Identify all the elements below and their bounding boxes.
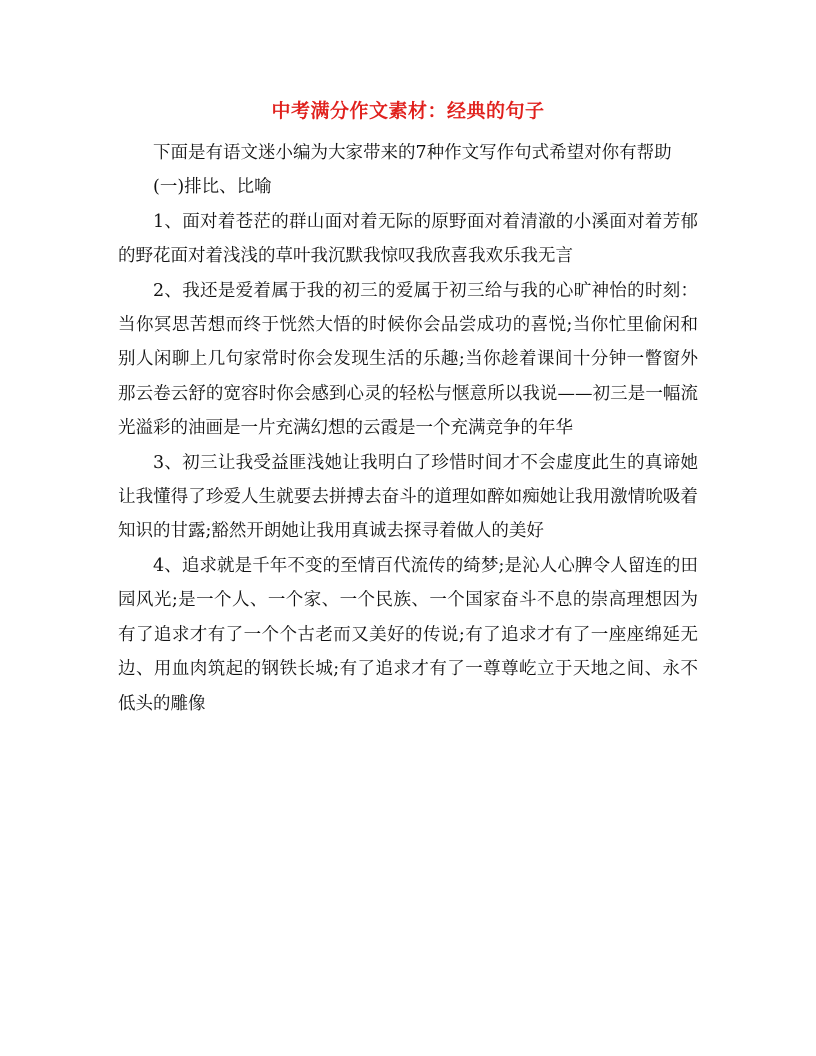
intro-paragraph: 下面是有语文迷小编为大家带来的7种作文写作句式希望对你有帮助 xyxy=(153,143,672,163)
section-heading: (一)排比、比喻 xyxy=(153,177,272,198)
page-title: 中考满分作文素材：经典的句子 xyxy=(271,100,545,122)
example-paragraph-1: 1、面对着苍茫的群山面对着无际的原野面对着清澈的小溪面对着芳郁的野花面对着浅浅的草叶我沉默我惊叹我欣喜我欢乐我无言 xyxy=(118,211,698,267)
example-paragraph-2: 2、我还是爱着属于我的初三的爱属于初三给与我的心旷神怡的时刻：当你冥思苦想而终于恍然大悟的时候你会品尝成功的喜悦;当你忙里偷闲和别人闲聊上几句家常时你会发现生活的乐趣;当你趁着课间十分钟一瞥窗外那云卷云舒的宽容时你会感到心灵的轻松与惬意所以我说——初三是一幅流光溢彩的油画是一片充满幻想的云霞是一个充满竞争的年华 xyxy=(118,280,698,439)
example-paragraph-4: 4、追求就是千年不变的至情百代流传的绮梦;是沁人心脾令人留连的田园风光;是一个人、一个家、一个民族、一个国家奋斗不息的崇高理想因为有了追求才有了一个个古老而又美好的传说;有了追求才有了一座座绵延无边、用血肉筑起的钢铁长城;有了追求才有了一尊尊屹立于天地之间、永不低头的雕像 xyxy=(118,555,698,714)
document-body xyxy=(118,136,698,721)
example-paragraph-3: 3、初三让我受益匪浅她让我明白了珍惜时间才不会虚度此生的真谛她让我懂得了珍爱人生就要去拼搏去奋斗的道理如醉如痴她让我用激情吮吸着知识的甘露;豁然开朗她让我用真诚去探寻着做人的美好 xyxy=(118,452,698,542)
